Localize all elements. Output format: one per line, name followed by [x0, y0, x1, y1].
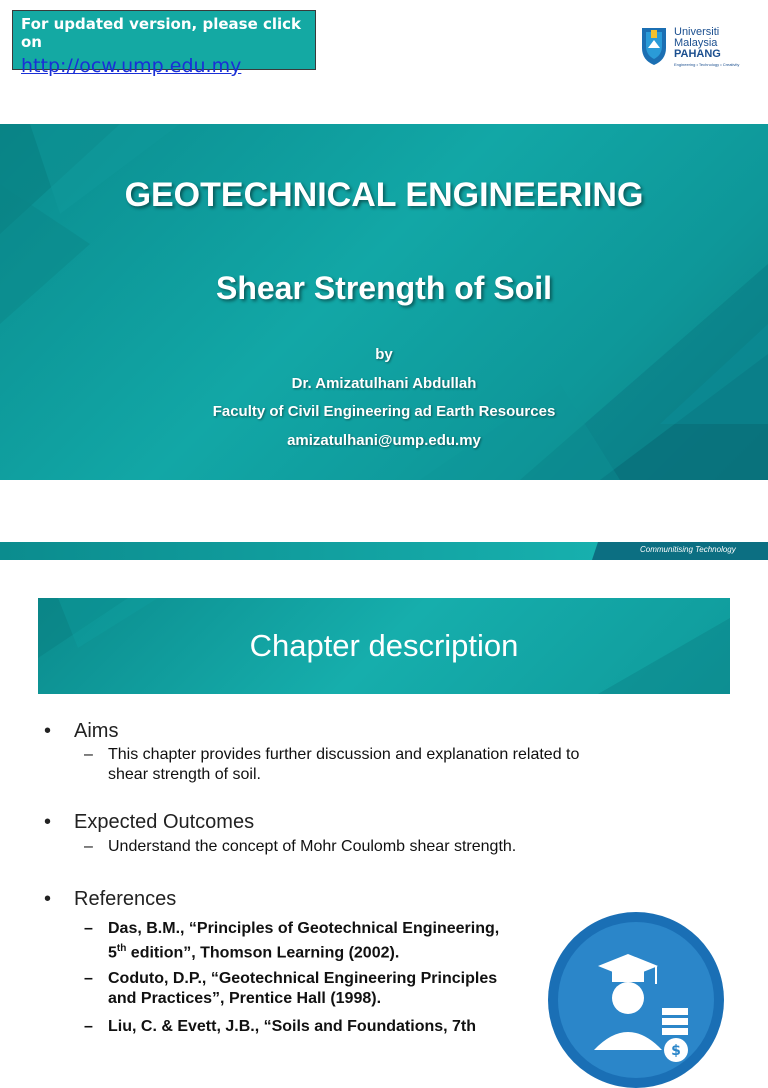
bullet-icon: •: [44, 720, 52, 742]
list-item: – Understand the concept of Mohr Coulomb shear strength.: [84, 838, 517, 855]
update-notice: [12, 10, 316, 77]
bullet-label: Expected Outcomes: [74, 811, 255, 833]
university-name: [674, 27, 721, 60]
bullet-references: [44, 888, 176, 911]
notice-text: For updated version, please click on: [21, 15, 302, 51]
graduate-finance-badge: [548, 912, 724, 1088]
chapter-title: Shear Strength of Soil: [215, 270, 553, 306]
logo-line-3: PAHANG: [674, 48, 721, 60]
item-line: Liu, C. & Evett, J.B., “Soils and Foundations, 7th: [108, 1018, 477, 1035]
item-line: 5th edition”, Thomson Learning (2002).: [108, 943, 400, 962]
item-line: and Practices”, Prentice Hall (1998).: [108, 990, 382, 1007]
by-label: by: [375, 346, 393, 363]
ocw-link[interactable]: http://ocw.ump.edu.my: [21, 55, 242, 77]
logo-tagline: Engineering • Technology • Creativity: [674, 62, 740, 67]
author-name: Dr. Amizatulhani Abdullah: [291, 375, 477, 392]
course-title: GEOTECHNICAL ENGINEERING: [124, 176, 644, 214]
header-bar-teal: [0, 542, 600, 560]
item-line: Coduto, D.P., “Geotechnical Engineering Principles: [108, 970, 498, 987]
logo-line-1: Universiti: [674, 26, 720, 38]
title-banner: [0, 124, 768, 480]
graduate-coins-icon: [558, 922, 714, 1078]
faculty-name: Faculty of Civil Engineering ad Earth Resources: [212, 403, 556, 420]
description-slide: [0, 540, 768, 1059]
slogan: Communitising Technology: [640, 545, 736, 554]
item-line: Das, B.M., “Principles of Geotechnical Engineering,: [108, 920, 500, 937]
list-item: – Das, B.M., “Principles of Geotechnical Engineering, 5th edition”, Thomson Learning (2002).: [84, 920, 500, 962]
bullet-icon: •: [44, 811, 52, 833]
bullet-label: References: [74, 888, 177, 910]
chapter-heading-banner: [38, 598, 730, 694]
shield-icon: [640, 26, 668, 66]
bullet-outcomes: [44, 811, 254, 834]
bullet-aims: [44, 720, 118, 743]
chapter-heading: Chapter description: [249, 628, 519, 663]
list-item: – This chapter provides further discussion and explanation related to shear strength of soil.: [84, 746, 580, 783]
svg-text:$: $: [671, 1043, 681, 1059]
item-line: Understand the concept of Mohr Coulomb shear strength.: [108, 838, 517, 855]
item-line: This chapter provides further discussion and explanation related to: [108, 746, 580, 763]
header-bar: [0, 540, 768, 562]
item-line: shear strength of soil.: [108, 766, 261, 783]
list-item: – Liu, C. & Evett, J.B., “Soils and Foundations, 7th: [84, 1018, 477, 1035]
bullet-label: Aims: [74, 720, 119, 742]
list-item: – Coduto, D.P., “Geotechnical Engineering Principles and Practices”, Prentice Hall (1998).: [84, 970, 498, 1007]
title-slide: [0, 0, 768, 480]
logo-line-2: Malaysia: [674, 37, 718, 49]
university-logo: [640, 26, 750, 70]
author-email: amizatulhani@ump.edu.my: [287, 432, 481, 449]
bullet-icon: •: [44, 888, 52, 910]
